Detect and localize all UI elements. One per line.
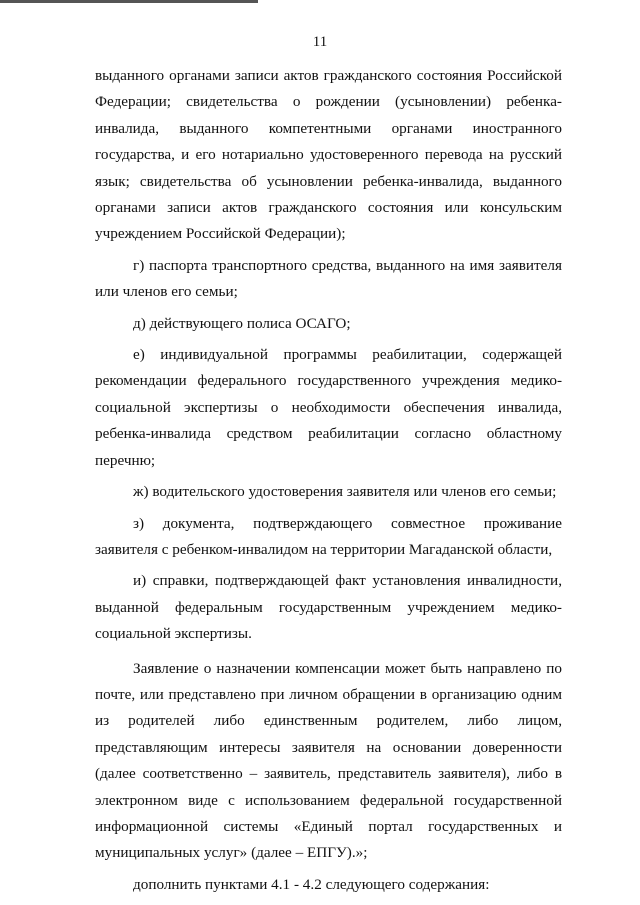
paragraph-item-d: д) действующего полиса ОСАГО; <box>133 314 351 332</box>
page-number: 11 <box>312 34 328 50</box>
paragraph-item-e: е) индивидуальной программы реабилитации, содержащей рекомендации федерального государственного учреждения медико-социальной экспертизы о необходимости обеспечения инвалида, ребенка-инвалида средством реабилитации согласно областному перечню; <box>95 346 562 469</box>
paragraph-amendment: дополнить пунктами 4.1 - 4.2 следующего содержания: <box>133 875 490 893</box>
paragraph-item-z: з) документа, подтверждающего совместное проживание заявителя с ребенком-инвалидом на территории Магаданской области, <box>95 514 562 558</box>
paragraph-application: Заявление о назначении компенсации может быть направлено по почте, или представлено при личном обращении в организацию одним из родителей либо единственным родителем, либо лицом, представляющим интересы заявителя на основании доверенности (далее соответственно – заявитель, представитель заявителя), либо в электронном виде с использованием федеральной государственной информационной системы «Единый портал государственных и муниципальных услуг» (далее – ЕПГУ).»; <box>95 659 562 862</box>
top-edge-rule <box>0 0 258 3</box>
paragraph-item-g: г) паспорта транспортного средства, выданного на имя заявителя или членов его семьи; <box>95 256 562 301</box>
paragraph-item-zh: ж) водительского удостоверения заявителя или членов его семьи; <box>133 483 557 501</box>
paragraph-item-i: и) справки, подтверждающей факт установления инвалидности, выданной федеральным государственным учреждением медико-социальной экспертизы. <box>95 572 562 643</box>
paragraph-continuation: выданного органами записи актов гражданского состояния Российской Федерации; свидетельства о рождении (усыновлении) ребенка-инвалида, выданного компетентными органами иностранного государства, и его нотариально удостоверенного перевода на русский язык; свидетельства об усыновлении ребенка-инвалида, выданного органами записи актов гражданского состояния или консульским учреждением Российской Федерации); <box>95 67 562 243</box>
document-body <box>95 63 562 898</box>
